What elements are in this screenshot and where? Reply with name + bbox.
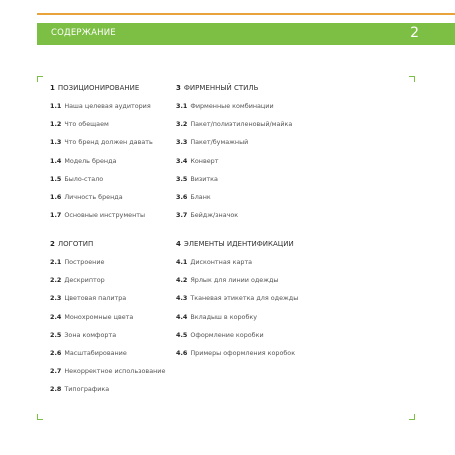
toc-item[interactable]: 3.1 Фирменные комбинации — [176, 102, 274, 110]
page-title: СОДЕРЖАНИЕ — [51, 28, 116, 38]
toc-item[interactable]: 1.4 Модель бренда — [50, 156, 117, 165]
toc-item[interactable]: 1.3 Что бренд должен давать — [50, 138, 153, 147]
toc-item[interactable]: 3.5 Визитка — [176, 174, 218, 183]
toc-item[interactable]: 3.3 Пакет/бумажный — [176, 138, 249, 147]
toc-item[interactable]: 4.5 Оформление коробки — [176, 330, 264, 339]
toc-section-4 — [176, 240, 298, 367]
toc-section-1 — [50, 84, 153, 229]
toc-item[interactable]: 4.2 Ярлык для линии одежды — [176, 276, 279, 285]
corner-mark-top-left — [37, 76, 43, 82]
top-rule — [37, 13, 455, 15]
toc-item[interactable]: 2.8 Типографика — [50, 385, 110, 394]
toc-item[interactable]: 2.2 Дескриптор — [50, 276, 105, 285]
toc-item[interactable]: 2.7 Некорректное использование — [50, 367, 166, 376]
toc-item[interactable]: 4.3 Тканевая этикетка для одежды — [176, 294, 299, 303]
toc-section-2 — [50, 240, 165, 404]
toc-item[interactable]: 3.2 Пакет/полиэтиленовый/майка — [176, 120, 293, 129]
header-bar — [37, 23, 455, 45]
toc-item[interactable]: 1.6 Личность бренда — [50, 192, 123, 201]
corner-mark-top-right — [409, 76, 415, 82]
toc-item[interactable]: 3.6 Бланк — [176, 192, 211, 201]
toc-item[interactable]: 4.1 Дисконтная карта — [176, 258, 253, 266]
toc-item[interactable]: 2.6 Масштабирование — [50, 348, 127, 357]
toc-section-title[interactable]: 4 ЭЛЕМЕНТЫ ИДЕНТИФИКАЦИИ — [176, 240, 294, 248]
toc-item[interactable]: 3.7 Бейдж/значок — [176, 211, 239, 220]
toc-item[interactable]: 2.3 Цветовая палитра — [50, 294, 127, 303]
toc-section-title[interactable]: 3 ФИРМЕННЫЙ СТИЛЬ — [176, 84, 259, 92]
toc-item[interactable]: 4.4 Вкладыш в коробку — [176, 312, 258, 321]
toc-section-3 — [176, 84, 292, 229]
toc-item[interactable]: 1.2 Что обещаем — [50, 120, 109, 129]
toc-item[interactable]: 1.5 Было-стало — [50, 174, 104, 183]
page-number: 2 — [410, 25, 419, 41]
toc-item[interactable]: 4.6 Примеры оформления коробок — [176, 348, 296, 357]
corner-mark-bottom-right — [409, 414, 415, 420]
corner-mark-bottom-left — [37, 414, 43, 420]
toc-item[interactable]: 1.7 Основные инструменты — [50, 211, 146, 220]
toc-item[interactable]: 3.4 Конверт — [176, 156, 219, 165]
toc-section-title[interactable]: 2 ЛОГОТИП — [50, 240, 94, 248]
toc-section-title[interactable]: 1 ПОЗИЦИОНИРОВАНИЕ — [50, 84, 140, 92]
toc-item[interactable]: 1.1 Наша целевая аудитория — [50, 102, 151, 110]
toc-item[interactable]: 2.4 Монохромные цвета — [50, 312, 134, 321]
toc-item[interactable]: 2.1 Построение — [50, 258, 105, 266]
toc-item[interactable]: 2.5 Зона комфорта — [50, 330, 117, 339]
